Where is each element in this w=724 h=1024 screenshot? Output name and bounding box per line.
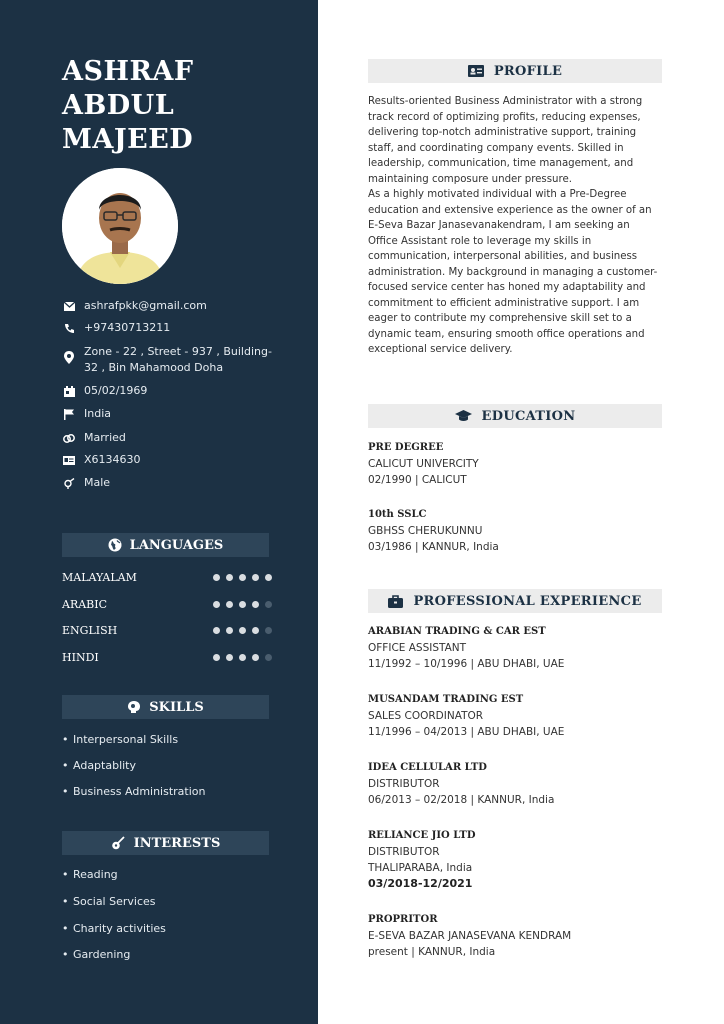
level-dot-filled [239, 654, 246, 661]
contact-phone [62, 320, 282, 335]
experience-role: E-SEVA BAZAR JANASEVANA KENDRAM [368, 930, 572, 942]
guitar-icon [111, 836, 126, 850]
experience-detail: 11/1992 – 10/1996 | ABU DHABI, UAE [368, 658, 565, 670]
interests-heading [62, 831, 269, 855]
experience-company: MUSANDAM TRADING EST [368, 694, 524, 705]
language-row [62, 597, 272, 611]
skill-label: Adaptablity [73, 759, 137, 772]
level-dot-filled [226, 654, 233, 661]
level-dot-filled [252, 574, 259, 581]
rings-icon [62, 431, 76, 445]
education-entry [368, 507, 668, 555]
education-detail: 02/1990 | CALICUT [368, 474, 467, 486]
contact-text: Married [84, 431, 126, 444]
experience-role: DISTRIBUTOR [368, 778, 440, 790]
language-name: HINDI [62, 650, 99, 664]
phone-icon [62, 321, 76, 335]
profile-paragraph-1: Results-oriented Business Administrator with a strong track record of optimizing profits, reducing expenses, delivering top-notch administrative support, training staff, and coordinating company events. Skilled in leadership, communication, time management, and maintaining composure under pressure. [368, 96, 643, 185]
level-dot-filled [252, 654, 259, 661]
language-name: ARABIC [62, 597, 108, 611]
interest-label: Gardening [73, 948, 131, 961]
education-detail: 03/1986 | KANNUR, India [368, 541, 499, 553]
graduation-cap-icon [455, 410, 472, 422]
level-dot-empty [265, 627, 272, 634]
education-entry [368, 440, 668, 488]
experience-entry [368, 912, 668, 960]
profile-heading [368, 59, 662, 83]
interest-label: Reading [73, 868, 118, 881]
experience-detail: 06/2013 – 02/2018 | KANNUR, India [368, 794, 555, 806]
level-dot-filled [213, 574, 220, 581]
level-dot-filled [213, 601, 220, 608]
experience-entry [368, 624, 668, 672]
level-dot-filled [226, 627, 233, 634]
contact-text: Male [84, 476, 111, 489]
interests-title: INTERESTS [133, 835, 221, 851]
language-level [213, 654, 272, 661]
flag-icon [62, 407, 76, 421]
contact-text: India [84, 407, 111, 420]
language-level [213, 601, 272, 608]
experience-dates: 03/2018-12/2021 [368, 877, 473, 890]
experience-detail: present | KANNUR, India [368, 946, 496, 958]
interest-label: Social Services [73, 895, 156, 908]
contact-address [62, 344, 272, 376]
level-dot-empty [265, 654, 272, 661]
education-school: GBHSS CHERUKUNNU [368, 525, 483, 537]
contact-gender [62, 475, 282, 490]
language-name: MALAYALAM [62, 570, 137, 584]
experience-entry [368, 760, 668, 808]
experience-detail: 11/1996 – 04/2013 | ABU DHABI, UAE [368, 726, 565, 738]
experience-detail: THALIPARABA, India [368, 862, 473, 874]
name-line-1: ASHRAF [62, 56, 194, 87]
experience-role: SALES COORDINATOR [368, 710, 484, 722]
contact-text: ashrafpkk@gmail.com [84, 299, 207, 312]
skill-label: Business Administration [73, 785, 206, 798]
name-line-3: MAJEED [62, 124, 194, 155]
languages-heading [62, 533, 269, 557]
education-heading [368, 404, 662, 428]
level-dot-filled [226, 574, 233, 581]
experience-role: DISTRIBUTOR [368, 846, 440, 858]
skills-title: SKILLS [149, 699, 204, 715]
profile-summary [368, 94, 662, 358]
skill-label: Interpersonal Skills [73, 733, 179, 746]
interest-item: • Charity activities [62, 922, 166, 935]
briefcase-icon [388, 595, 403, 608]
skill-item: • Interpersonal Skills [62, 733, 179, 746]
experience-entry [368, 692, 668, 740]
language-row [62, 650, 272, 664]
experience-company: RELIANCE JIO LTD [368, 830, 476, 841]
contact-birthdate [62, 383, 282, 398]
experience-entry [368, 828, 668, 892]
skill-item: • Adaptablity [62, 759, 137, 772]
level-dot-filled [239, 627, 246, 634]
globe-icon [108, 538, 122, 552]
education-degree: 10th SSLC [368, 509, 427, 520]
interest-item: • Reading [62, 868, 118, 881]
level-dot-filled [252, 627, 259, 634]
contact-text: Zone - 22 , Street - 937 , Building-32 , Bin Mahamood Doha [84, 345, 272, 374]
level-dot-filled [252, 601, 259, 608]
level-dot-filled [265, 574, 272, 581]
languages-title: LANGUAGES [129, 537, 224, 553]
level-dot-filled [226, 601, 233, 608]
language-row [62, 623, 272, 637]
education-degree: PRE DEGREE [368, 442, 444, 453]
location-icon [62, 350, 76, 364]
level-dot-filled [213, 627, 220, 634]
contact-passport [62, 452, 282, 467]
contact-marital-status [62, 430, 282, 445]
gender-icon [62, 476, 76, 490]
language-level [213, 627, 272, 634]
language-level [213, 574, 272, 581]
experience-heading [368, 589, 662, 613]
language-row [62, 570, 272, 584]
education-school: CALICUT UNIVERCITY [368, 458, 479, 470]
experience-company: PROPRITOR [368, 914, 438, 925]
skills-heading [62, 695, 269, 719]
level-dot-filled [239, 601, 246, 608]
id-card-icon [62, 453, 76, 467]
id-card-icon [468, 65, 484, 77]
experience-company: IDEA CELLULAR LTD [368, 762, 487, 773]
contact-email [62, 298, 282, 313]
interest-item: • Gardening [62, 948, 131, 961]
profile-paragraph-2: As a highly motivated individual with a Pre-Degree education and extensive experience as the owner of an E-Seva Bazar Janasevanakendram, I am seeking an Office Assistant role to leverage my skills in communication, interpersonal abilities, and business administration. My background in managing a customer-focused service center has honed my adaptability and commitment to efficient administrative support. I am eager to contribute my comprehensive skill set to a dynamic team, ensuring smooth office operations and exceptional service delivery. [368, 189, 658, 355]
profile-title: PROFILE [493, 63, 563, 79]
sidebar [0, 0, 318, 1024]
education-title: EDUCATION [481, 408, 576, 424]
profile-photo [62, 168, 178, 284]
contact-text: 05/02/1969 [84, 384, 148, 397]
experience-company: ARABIAN TRADING & CAR EST [368, 626, 546, 637]
name-line-2: ABDUL [62, 90, 175, 121]
email-icon [62, 299, 76, 313]
level-dot-filled [239, 574, 246, 581]
experience-title: PROFESSIONAL EXPERIENCE [413, 593, 642, 609]
contact-text: +97430713211 [84, 321, 171, 334]
full-name [62, 55, 302, 157]
interest-label: Charity activities [73, 922, 166, 935]
brain-icon [127, 700, 141, 714]
interest-item: • Social Services [62, 895, 156, 908]
experience-role: OFFICE ASSISTANT [368, 642, 467, 654]
level-dot-filled [213, 654, 220, 661]
skill-item: • Business Administration [62, 785, 206, 798]
language-name: ENGLISH [62, 623, 118, 637]
calendar-icon [62, 384, 76, 398]
contact-text: X6134630 [84, 453, 141, 466]
contact-nationality [62, 406, 282, 421]
level-dot-empty [265, 601, 272, 608]
